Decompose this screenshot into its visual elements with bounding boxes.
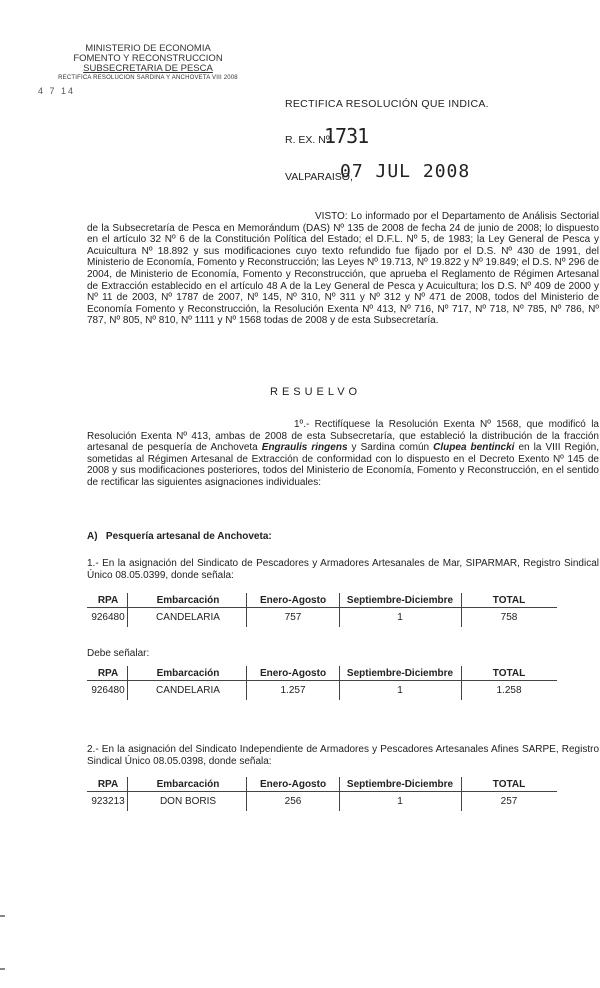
table-divider (127, 593, 128, 627)
cell-embarcacion: CANDELARIA (156, 684, 220, 696)
section-a-title: Pesquería artesanal de Anchoveta: (105, 531, 272, 542)
point-1-text-a: 1º.- Rectifíquese la Resolución Exenta Nº 1568, que modificó la Resolución Exenta Nº 413, ambas de 2008 de esta Subsecretaría, que estableció la distribución de la fracción artesanal de pesquería de Anchoveta (87, 419, 599, 454)
cell-enero-agosto: 256 (284, 795, 302, 807)
cell-septiembre-diciembre: 1 (397, 795, 403, 807)
col-rpa: RPA (87, 593, 129, 608)
resuelvo-heading: RESUELVO (270, 386, 362, 398)
table-siparmar-corrected (87, 666, 557, 699)
point-1-text-b: y Sardina común (347, 442, 434, 454)
cell-total: 758 (500, 611, 518, 623)
cell-embarcacion: CANDELARIA (156, 611, 220, 623)
table-divider (339, 593, 340, 627)
col-septiembre-diciembre: Septiembre-Diciembre (339, 593, 461, 608)
visto-paragraph: VISTO: Lo informado por el Departamento de Análisis Sectorial de la Subsecretaría de Pesca en Memorándum (DAS) Nº 135 de 2008 de fecha 24 de junio de 2008; lo dispuesto en el artículo 32 Nº 6 de la Constitución Política del Estado; el D.F.L. Nº 5, de 1983; la Ley General de Pesca y Acuicultura Nº 18.892 y sus modificaciones cuyo texto refundido fue fijado por el D.S. Nº 430 de 1991, del Ministerio de Economía, Fomento y Reconstrucción; las Leyes Nº 19.713, Nº 19.822 y Nº 19.849; el D.S. Nº 296 de 2004, de Ministerio de Economía, Fomento y Reconstrucción, que aprueba el Reglamento de Régimen Artesanal de Extracción establecido en el artículo 48 A de la Ley General de Pesca y Acuicultura; los D.S. Nº 409 de 2000 y Nº 11 de 2003, Nº 1787 de 2007, Nº 145, Nº 310, Nº 311 y Nº 312 y Nº 471 de 2008, todos del Ministerio de Economía Fomento y Reconstrucción, la Resolución Exenta Nº 413, Nº 716, Nº 717, Nº 718, Nº 785, Nº 786, Nº 787, Nº 805, Nº 810, Nº 1111 y Nº 1568 todas de 2008 y de esta Subsecretaría. (87, 211, 599, 327)
rex-number: 1731 (324, 124, 369, 148)
table-divider (461, 593, 462, 627)
col-embarcacion: Embarcación (129, 666, 247, 681)
table-divider (127, 777, 128, 811)
debe-senalar-label: Debe señalar: (87, 648, 150, 659)
scan-edge-mark (0, 915, 5, 917)
cell-enero-agosto: 1.257 (280, 684, 306, 696)
table-divider (246, 666, 247, 700)
item-2-text: 2.- En la asignación del Sindicato Independiente de Armadores y Pescadores Artesanales Afines SARPE, Registro Sindical Único 08.05.0398, donde señala: (87, 744, 599, 767)
cell-rpa: 926480 (91, 684, 125, 696)
cell-rpa: 923213 (91, 795, 125, 807)
species-name-sardina: Clupea bentincki (433, 442, 515, 454)
ministry-line-2: FOMENTO Y RECONSTRUCCION (73, 53, 223, 64)
point-1-text-c: en la VIII Región, sometidas al Régimen Artesanal de Extracción de conformidad con lo dispuesto en el Decreto Exento Nº 145 de 2008 y sus modificaciones posteriores, todos del Ministerio de Economía, Fomento y Reconstrucción, en el sentido de rectificar las siguientes asignaciones individuales: (87, 442, 599, 488)
col-enero-agosto: Enero-Agosto (247, 666, 339, 681)
cell-embarcacion: DON BORIS (159, 795, 217, 807)
scan-edge-mark (0, 968, 5, 970)
col-total: TOTAL (461, 666, 557, 681)
col-embarcacion: Embarcación (129, 777, 247, 792)
col-septiembre-diciembre: Septiembre-Diciembre (339, 666, 461, 681)
table-siparmar-original (87, 593, 557, 626)
col-total: TOTAL (461, 593, 557, 608)
col-embarcacion: Embarcación (129, 593, 247, 608)
cell-total: 257 (500, 795, 518, 807)
col-total: TOTAL (461, 777, 557, 792)
item-1-text: 1.- En la asignación del Sindicato de Pescadores y Armadores Artesanales de Mar, SIPARMAR, Registro Sindical Único 08.05.0399, donde señala: (87, 558, 599, 581)
place-label: VALPARAISO, (285, 171, 353, 183)
cell-enero-agosto: 757 (284, 611, 302, 623)
col-septiembre-diciembre: Septiembre-Diciembre (339, 777, 461, 792)
document-title: RECTIFICA RESOLUCIÓN QUE INDICA. (285, 98, 489, 110)
cell-total: 1.258 (496, 684, 522, 696)
col-enero-agosto: Enero-Agosto (247, 593, 339, 608)
table-sarpe-original (87, 777, 557, 810)
rex-label: R. EX. Nº (285, 134, 330, 146)
table-row (87, 608, 557, 627)
table-divider (339, 666, 340, 700)
point-1-paragraph (87, 419, 599, 489)
species-name-anchoveta: Engraulis ringens (261, 442, 348, 454)
table-divider (339, 777, 340, 811)
table-divider (461, 777, 462, 811)
section-a-heading (87, 531, 272, 542)
col-rpa: RPA (87, 666, 129, 681)
doc-reference-line: RECTIFICA RESOLUCION SARDINA Y ANCHOVETA VIII 2008 (58, 75, 238, 81)
col-enero-agosto: Enero-Agosto (247, 777, 339, 792)
cell-septiembre-diciembre: 1 (397, 611, 403, 623)
table-row (87, 681, 557, 700)
col-rpa: RPA (87, 777, 129, 792)
letterhead (28, 44, 268, 82)
date-stamp: 07 JUL 2008 (340, 161, 471, 182)
cell-septiembre-diciembre: 1 (397, 684, 403, 696)
section-a-letter: A) (87, 531, 98, 542)
stamp-numbers: 4 7 14 (38, 86, 76, 96)
ministry-line: MINISTERIO DE ECONOMIA (85, 43, 211, 54)
table-row (87, 792, 557, 811)
table-divider (461, 666, 462, 700)
table-divider (246, 593, 247, 627)
cell-rpa: 926480 (91, 611, 125, 623)
subsecretaria-line: SUBSECRETARIA DE PESCA (83, 63, 213, 74)
table-divider (127, 666, 128, 700)
table-divider (246, 777, 247, 811)
